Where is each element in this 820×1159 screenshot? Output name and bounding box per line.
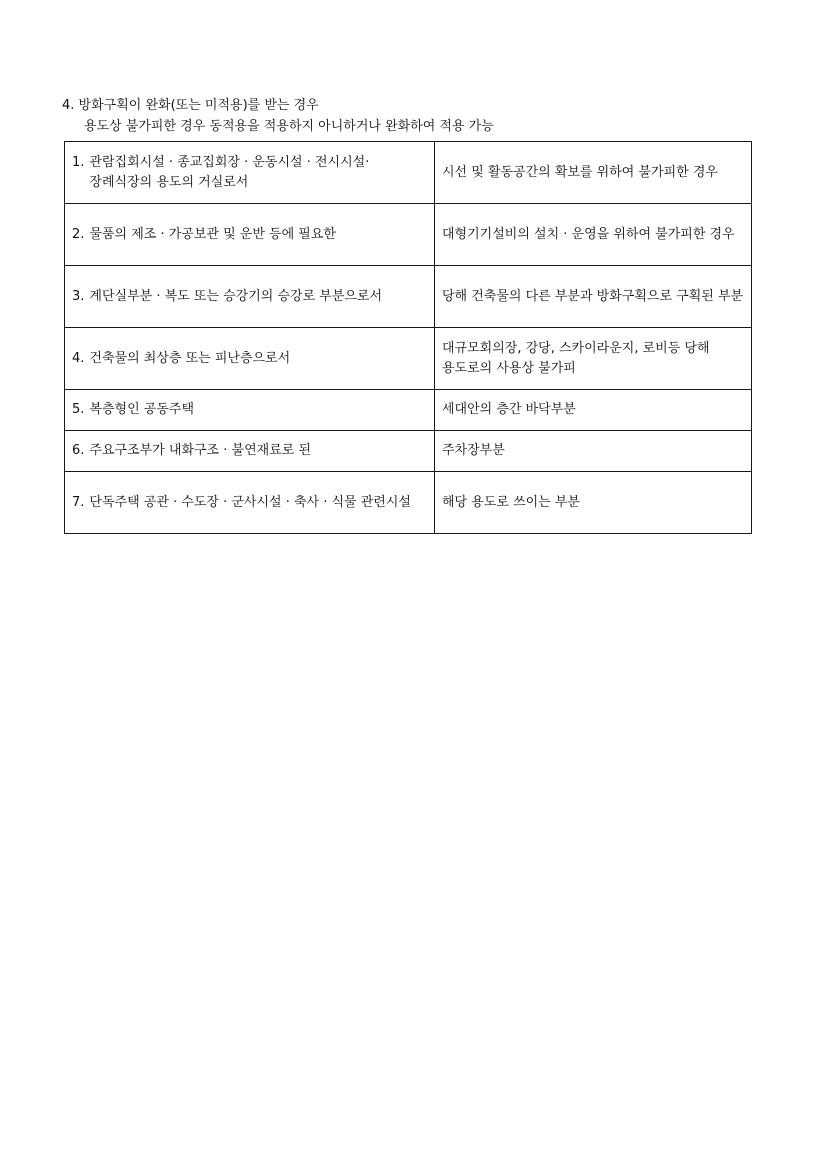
row-number: 3.: [72, 288, 85, 304]
table-cell-scope: [435, 472, 752, 534]
table-row: [65, 142, 752, 204]
table-row: [65, 472, 752, 534]
section-title: 4. 방화구획이 완화(또는 미적용)를 받는 경우: [62, 98, 319, 113]
row-number: 6.: [72, 443, 85, 458]
table-row: [65, 266, 752, 328]
row-number: 2.: [72, 226, 85, 242]
table-row: [65, 431, 752, 472]
table-cell-scope: [435, 204, 752, 266]
condition-text: 계단실부분 · 복도 또는 승강기의 승강로 부분으로서: [89, 288, 383, 304]
section-subtitle: 용도상 불가피한 경우 동적용을 적용하지 아니하거나 완화하여 적용 가능: [84, 119, 494, 134]
condition-text: 건축물의 최상층 또는 피난층으로서: [89, 350, 291, 366]
table-cell-condition: [65, 328, 435, 390]
table-row: [65, 390, 752, 431]
condition-text: 복층형인 공동주택: [89, 402, 195, 417]
table-cell-scope: [435, 266, 752, 328]
table-cell-condition: [65, 431, 435, 472]
scope-text: 당해 건축물의 다른 부분과 방화구획으로 구획된 부분: [442, 288, 744, 304]
table-cell-condition: [65, 266, 435, 328]
table-cell-condition: [65, 142, 435, 204]
exemption-table: [64, 141, 752, 534]
condition-text: 관람집회시설 · 종교집회장 · 운동시설 · 전시시설·장례식장의 용도의 거실로서: [89, 154, 370, 190]
scope-text: 대규모회의장, 강당, 스카이라운지, 로비등 당해 용도로의 사용상 불가피: [442, 340, 710, 376]
scope-text: 시선 및 활동공간의 확보를 위하여 불가피한 경우: [442, 164, 718, 180]
scope-text: 해당 용도로 쓰이는 부분: [442, 494, 580, 510]
row-number: 1.: [72, 154, 85, 170]
condition-text: 단독주택 공관 · 수도장 · 군사시설 · 축사 · 식물 관련시설: [89, 494, 411, 510]
table-cell-scope: [435, 431, 752, 472]
condition-text: 물품의 제조 · 가공보관 및 운반 등에 필요한: [89, 226, 336, 242]
table-row: [65, 204, 752, 266]
scope-text: 대형기기설비의 설치 · 운영을 위하여 불가피한 경우: [442, 226, 735, 242]
condition-text: 주요구조부가 내화구조 · 불연재료로 된: [89, 443, 311, 458]
table-row: [65, 328, 752, 390]
row-number: 5.: [72, 402, 85, 417]
row-number: 7.: [72, 494, 85, 510]
table-cell-condition: [65, 472, 435, 534]
table-cell-scope: [435, 328, 752, 390]
scope-text: 세대안의 층간 바닥부분: [442, 402, 576, 417]
table-cell-scope: [435, 390, 752, 431]
table-cell-condition: [65, 204, 435, 266]
table-cell-scope: [435, 142, 752, 204]
scope-text: 주차장부분: [442, 443, 505, 458]
table-cell-condition: [65, 390, 435, 431]
row-number: 4.: [72, 350, 85, 366]
